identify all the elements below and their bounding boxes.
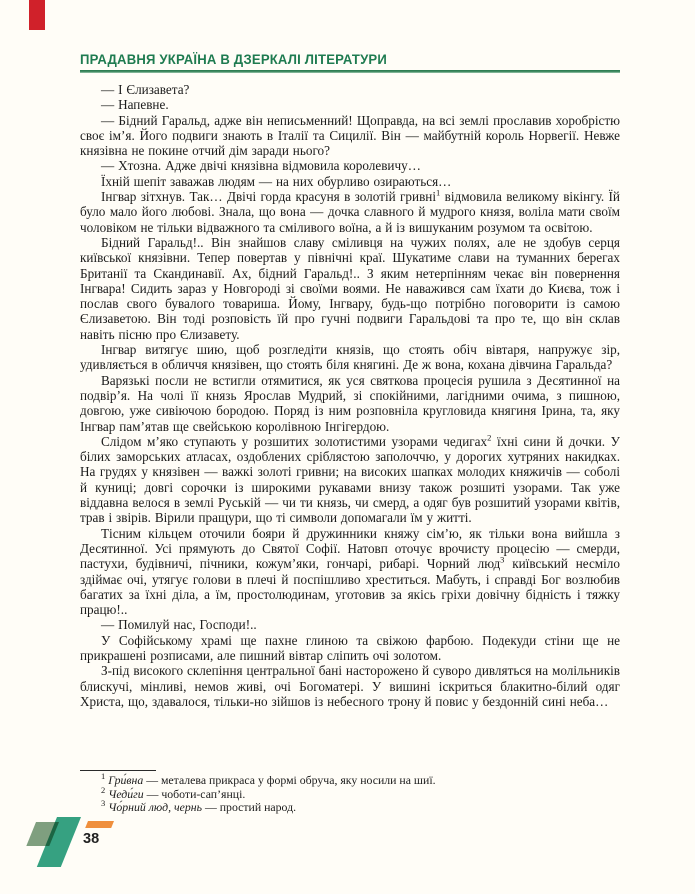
paragraph: Інгвар витягує шию, щоб розгледіти князів, що стоять обіч вівтаря, напружує зір, удивляється в обличчя князівен, що стоять біля княгині. Де ж вона, кохана дівчина Гаральда? bbox=[80, 342, 620, 373]
paragraph: З-під високого склепіння центральної бані насторожено й суворо дивляться на молільників блискучі, мінливі, немов живі, очі Богоматері. У вишині іскриться блакитно-білий одяг Христа, що, здавалося, тільки-но зійшов із небесного трону й повис у бездонній сині неба… bbox=[80, 663, 620, 709]
paragraph: — Напевне. bbox=[101, 97, 169, 113]
footnotes bbox=[80, 771, 620, 815]
footnote-ref: 1 bbox=[436, 187, 441, 198]
header-underline bbox=[80, 70, 620, 73]
publisher-logo bbox=[0, 808, 140, 894]
footnote: $^3$ Чо́рний люд, чернь — простий народ. bbox=[101, 798, 297, 815]
paragraph: — Хтозна. Адже двічі князівна відмовила королевичу… bbox=[101, 158, 421, 174]
paragraph: У Софійському храмі ще пахне глиною та свіжою фарбою. Подекуди стіни ще не прикрашені розписами, але пишний вівтар сліпить очі золотом. bbox=[80, 632, 620, 663]
paragraph: Бідний Гаральд!.. Він знайшов славу сміливця на чужих полях, але не здобув серця київської князівни. Тепер повертав у північні краї. Шукатиме слави на туманних берегах Британії та Скандинавії. Ах, бідний Гаральд!.. З яким нетерпінням чекає він повернення Інгвара! Сидить зараз у Новгороді зі своїми воями. Не наважився сам їхати до Києва, тож і послав свого бувалого товариша. Йому, Інгвару, будь-що потрібно поговорити із самою Єлизаветою. Він тоді розповість їй про гучні подвиги Гаральдові та про те, що він склав навіть пісню про Єлизавету. bbox=[80, 234, 620, 342]
footnote-ref: 2 bbox=[487, 432, 492, 443]
footnote: $^1$ Гри́вна — металева прикраса у формі обруча, яку носили на шиї. bbox=[101, 771, 436, 787]
bookmark-tab bbox=[29, 0, 45, 30]
footnote-ref: 3 bbox=[500, 554, 505, 565]
page-number: 38 bbox=[83, 831, 100, 847]
chapter-header: ПРАДАВНЯ УКРАЇНА В ДЗЕРКАЛІ ЛІТЕРАТУРИ bbox=[80, 52, 387, 67]
paragraph: Варязькі посли не встигли отямитися, як уся святкова процесія рушила з Десятинної на подвір’я. На чолі її князь Ярослав Мудрий, зі спокійними, лагідними очима, з пишною, довгою, уже сивіючою бородою. Поряд із ним розповніла кругловида княгиня Ірина, та, яку Інгвар пам’ятав ще свейською королівною Інгігердою. bbox=[80, 372, 620, 434]
footnote-divider bbox=[80, 770, 156, 771]
paragraph: — Бідний Гаральд, адже він неписьменний! Щоправда, на всі землі прославив хоробрістю своє ім’я. Його подвиги знають в Італії та Сицилії. Він — майбутній король Норвегії. Невже князівна не покине отчий дім заради нього? bbox=[80, 112, 620, 159]
paragraph: — І Єлизавета? bbox=[101, 82, 190, 97]
paragraph: Слідом м’яко ступають у розшитих золотистими узорами чедигах$^2$ їхні сини й дочки. У білих заморських атласах, оздоблених сріблястою заполоччю, у дорогих хутряних накидках. На грудях у князівен — важкі золоті гривни; на високих шапках молодих княжичів — соболі й куниці; довгі сорочки із широкими рукавами внизу також розшиті узорами. Так уже віддавна велося в землі Руській — чи ти князь, чи смерд, а одяг був розшитий узорами квітів, трав і звірів. Вірили пращури, що ті символи допомагали їм у житті. bbox=[80, 432, 620, 526]
paragraph: Їхній шепіт заважав людям — на них обурливо озираються… bbox=[101, 173, 452, 189]
paragraph: Інгвар зітхнув. Так… Двічі горда красуня в золотій гривні$^1$ відмовила великому вікінгу. Їй було мало його любові. Знала, що вона — дочка славного й мудрого князя, воліла мати своїм чоловіком не тільки відважного та сміливого воїна, а й із вишуканим розумом та освітою. bbox=[80, 187, 620, 235]
body-text bbox=[80, 82, 620, 770]
footnote: $^2$ Чеди́ги — чоботи-сап’янці. bbox=[101, 784, 246, 801]
paragraph: — Помилуй нас, Господи!.. bbox=[101, 617, 257, 633]
logo-bar-orange bbox=[85, 821, 114, 828]
paragraph: Тісним кільцем оточили бояри й дружинники княжу сім’ю, як тільки вона вийшла з Десятинної. Усі прямують до Святої Софії. Натовп оточує врочисту процесію — смерди, пастухи, будівничі, пічники, кожум’яки, гончарі, рибарі. Чорний люд$^3$ київський несміло здіймає очі, утягує голови в плечі й поспішливо хреститься. Мабуть, і справді Бог возлюбив багатих за їхні діла, а їм, простолюдинам, уготовив за якісь гріхи довічну бідність і тяжку працю!.. bbox=[80, 525, 620, 618]
